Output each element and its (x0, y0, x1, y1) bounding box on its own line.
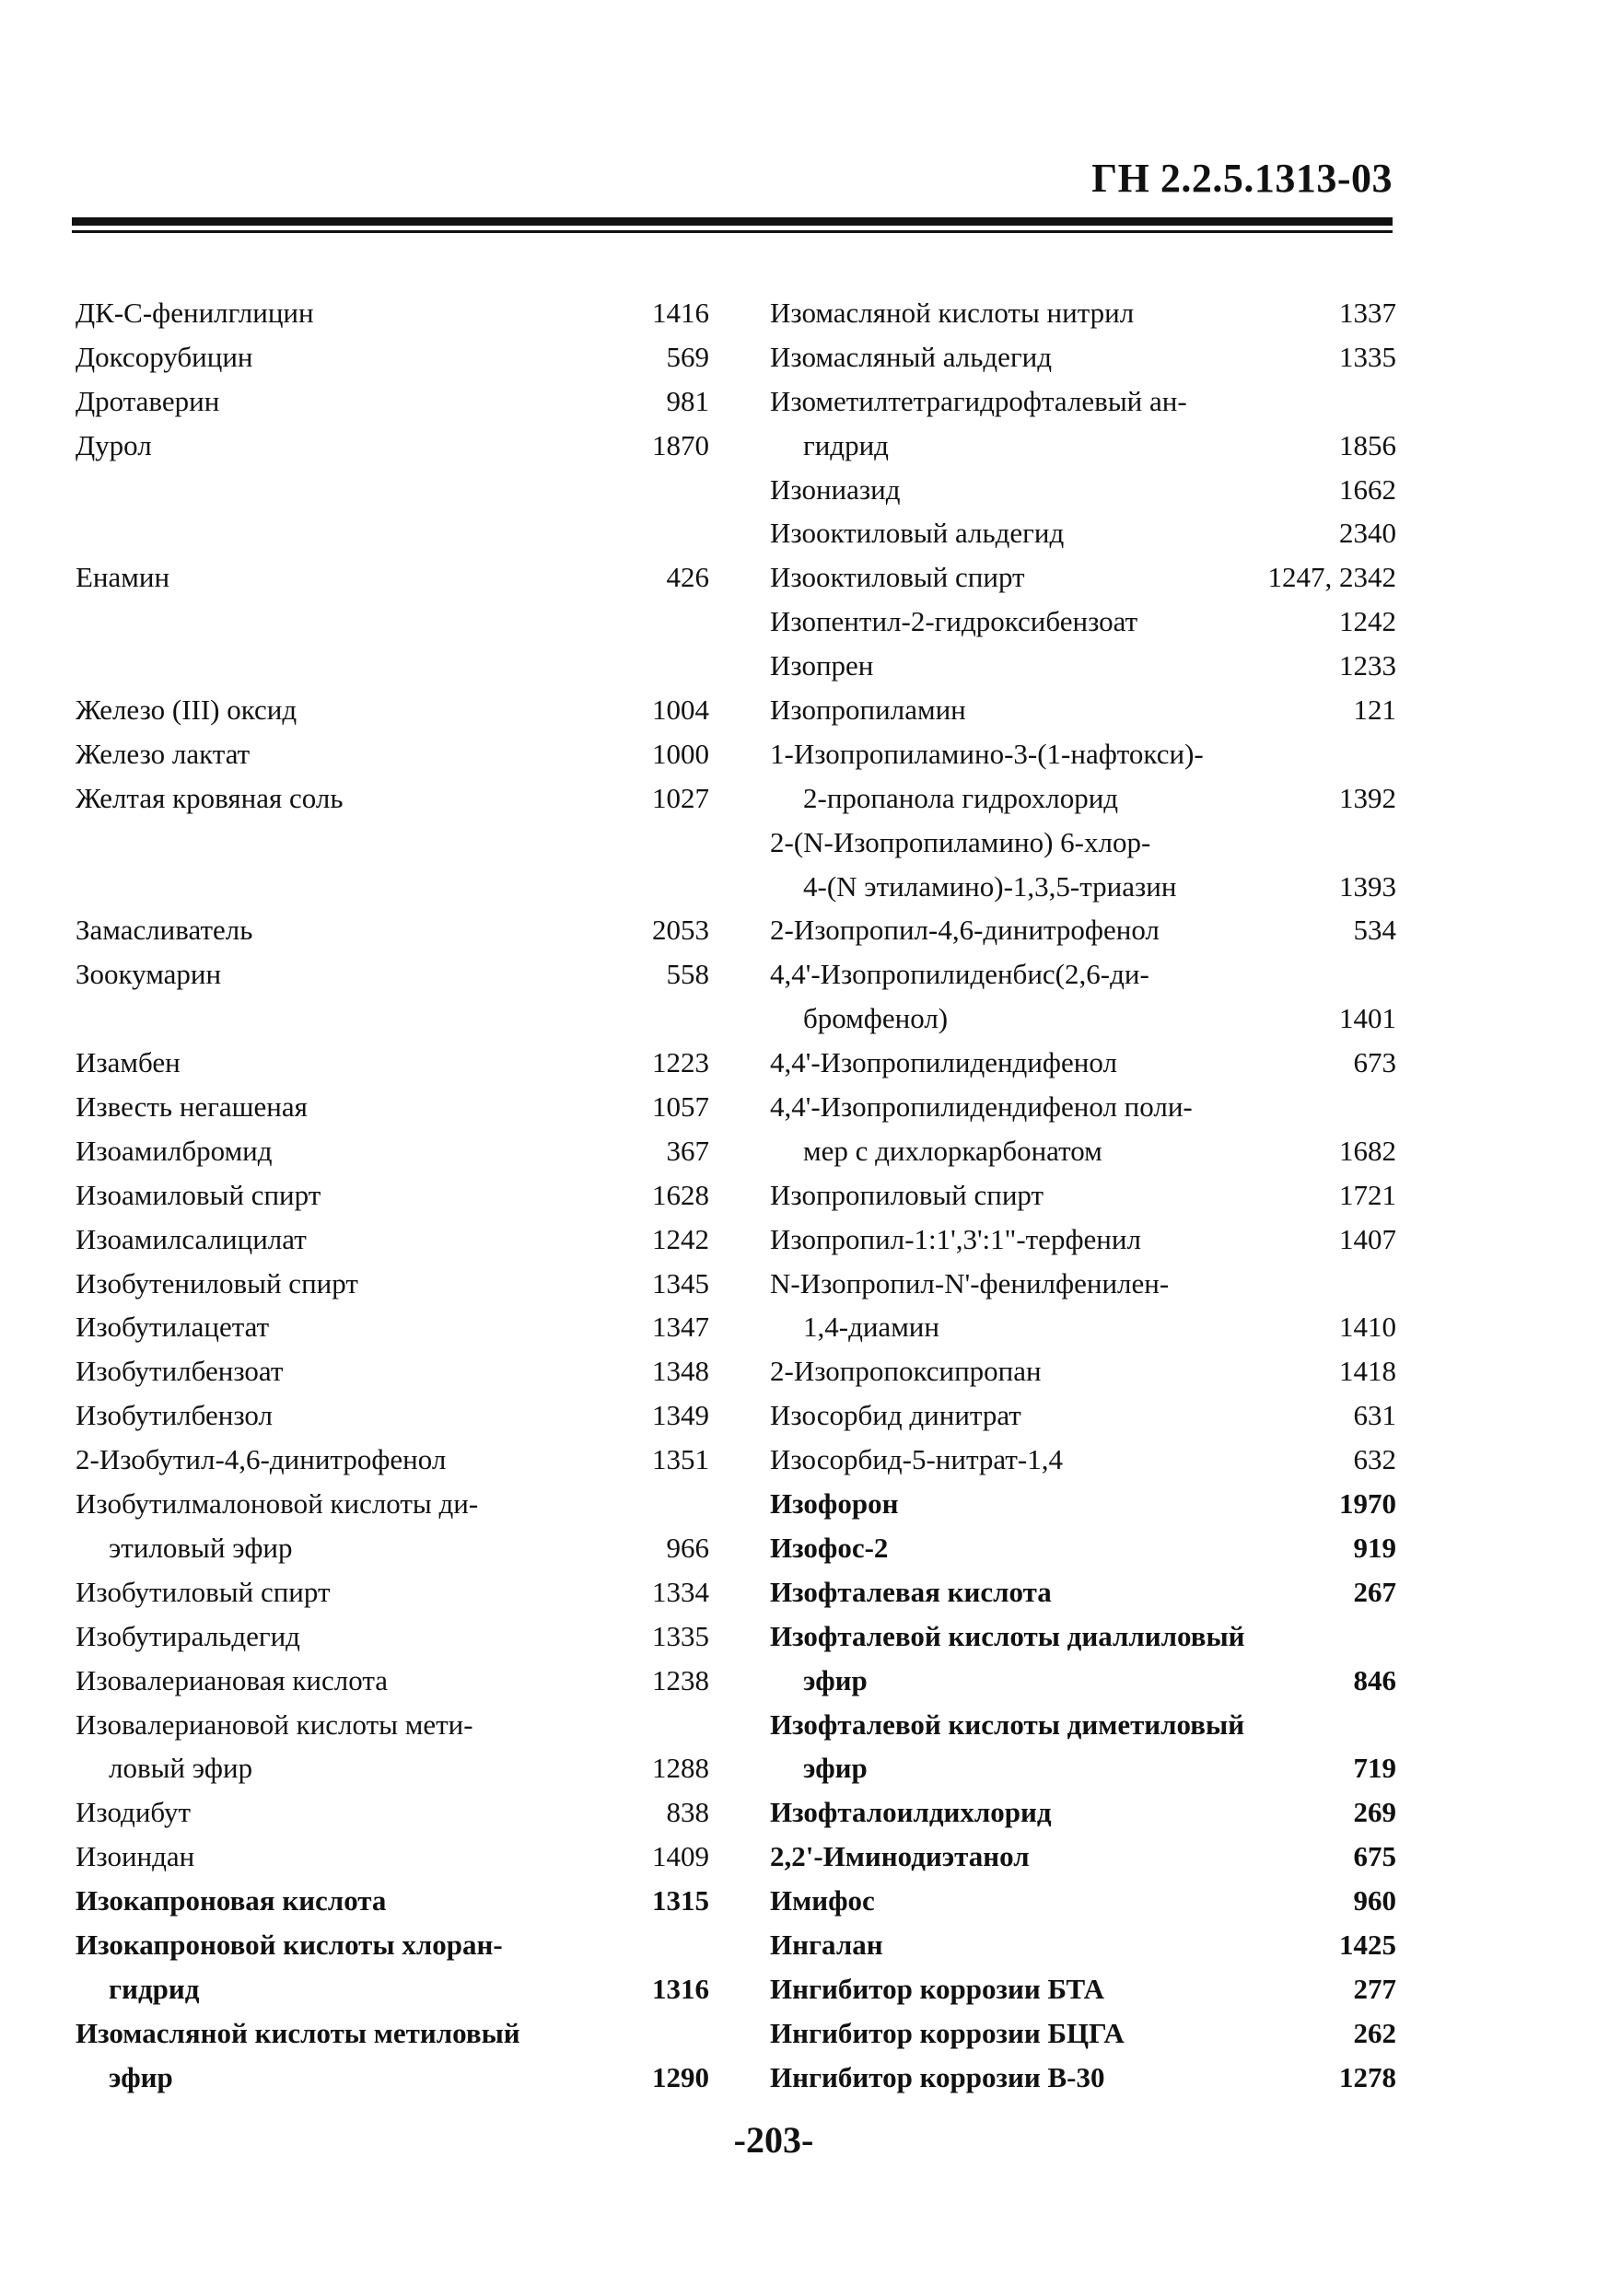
index-entry-name: Зоокумарин (76, 958, 222, 991)
index-entry-page: 1347 (652, 1311, 709, 1344)
index-entry-name: Изооктиловый альдегид (770, 517, 1065, 550)
index-entry-name: гидрид (109, 1972, 200, 2005)
index-entry-name: Изомасляной кислоты нитрил (770, 297, 1135, 329)
index-entry-name: Ингибитор коррозии БЦГА (770, 2016, 1125, 2049)
index-entry (770, 600, 1396, 644)
index-entry (770, 291, 1396, 335)
index-entry (770, 732, 1396, 776)
index-entry-name: эфир (109, 2060, 173, 2093)
index-entry (76, 1349, 709, 1393)
index-entry-name: мер с дихлоркарбонатом (803, 1134, 1102, 1167)
index-entry-name: Изобутилацетат (76, 1311, 270, 1344)
index-entry (76, 379, 709, 424)
index-entry (76, 644, 709, 688)
index-entry-page: 1401 (1339, 1002, 1396, 1035)
index-entry-name: 2-пропанола гидрохлорид (803, 781, 1119, 814)
index-entry (76, 468, 709, 512)
header-rule-thick (72, 217, 1393, 226)
index-entry-page: 2053 (652, 914, 709, 947)
index-entry (76, 1393, 709, 1438)
index-entry-name: Изовалериановая кислота (76, 1663, 389, 1696)
index-entry-name: Изофталоилдихлорид (770, 1796, 1052, 1829)
index-entry (76, 424, 709, 468)
index-entry-name: Изобутилбензол (76, 1399, 273, 1432)
index-entry-page: 121 (1353, 693, 1396, 727)
index-entry (770, 1393, 1396, 1438)
index-entry-name: Изосорбид-5-нитрат-1,4 (770, 1443, 1063, 1476)
index-entry (770, 644, 1396, 688)
index-entry (770, 1173, 1396, 1218)
index-entry-page: 960 (1353, 1884, 1396, 1917)
index-entry (76, 1570, 709, 1614)
index-entry-page: 1409 (652, 1840, 709, 1873)
index-entry-page: 1242 (652, 1222, 709, 1255)
index-entry-page: 1335 (1339, 340, 1396, 373)
index-entry (76, 1218, 709, 1262)
index-entry-name: Изокапроновая кислота (76, 1884, 387, 1917)
index-entry-name: Изониазид (770, 472, 901, 506)
index-entry-name: Изодибут (76, 1796, 192, 1829)
index-entry-name: Ингибитор коррозии БТА (770, 1972, 1105, 2005)
index-entry-name: Изовалериановой кислоты мети- (76, 1707, 473, 1741)
index-entry-name: Изоиндан (76, 1840, 195, 1873)
index-entry-name: 2-Изопропил-4,6-динитрофенол (770, 914, 1160, 947)
index-entry-name: ловый эфир (109, 1752, 253, 1785)
index-entry (770, 688, 1396, 732)
index-entry-name: Железо (III) оксид (76, 693, 297, 727)
index-entry-page: 1418 (1339, 1355, 1396, 1388)
index-entry-page: 277 (1353, 1972, 1396, 2005)
index-entry (770, 1438, 1396, 1482)
index-entry-name: Изобутилмалоновой кислоты ди- (76, 1487, 479, 1521)
index-entry (770, 1262, 1396, 1306)
index-entry (76, 1129, 709, 1173)
index-entry (76, 1879, 709, 1923)
index-entry (76, 1173, 709, 1218)
index-entry-name: Изосорбид динитрат (770, 1399, 1021, 1432)
index-entry-name: Изопрен (770, 649, 874, 682)
index-entry-name: 2-Изопропоксипропан (770, 1355, 1042, 1388)
index-entry-name: Изоамилсалицилат (76, 1222, 307, 1255)
index-entry-page: 267 (1353, 1575, 1396, 1608)
index-entry (770, 424, 1396, 468)
index-entry-name: Изобутилбензоат (76, 1355, 284, 1388)
index-entry-page: 631 (1353, 1399, 1396, 1432)
index-entry (76, 1835, 709, 1879)
index-entry (76, 1041, 709, 1085)
index-entry-name: Изомасляный альдегид (770, 340, 1053, 373)
index-entry-name: Изопропиловый спирт (770, 1178, 1044, 1211)
index-entry-name: 4,4'-Изопропилидендифенол поли- (770, 1090, 1193, 1124)
index-entry (770, 1570, 1396, 1614)
index-entry-name: Изофос-2 (770, 1531, 889, 1564)
index-entry (770, 2056, 1396, 2100)
index-entry-name: Ингалан (770, 1928, 883, 1961)
index-entry (76, 555, 709, 600)
index-entry (770, 555, 1396, 600)
index-entry-page: 1410 (1339, 1311, 1396, 1344)
index-entry-page: 981 (666, 384, 709, 417)
index-entry (770, 1923, 1396, 1967)
index-entry-name: Изопропиламин (770, 693, 966, 727)
index-entry (770, 379, 1396, 424)
index-entry-name: Изопентил-2-гидроксибензоат (770, 605, 1138, 638)
index-entry (770, 1129, 1396, 1173)
index-entry-page: 1345 (652, 1266, 709, 1300)
index-entry-name: 4-(N этиламино)-1,3,5-триазин (803, 869, 1177, 903)
index-entry (770, 335, 1396, 379)
index-entry-name: N-Изопропил-N'-фенилфенилен- (770, 1266, 1170, 1300)
index-entry-page: 919 (1353, 1531, 1396, 1564)
index-entry (76, 732, 709, 776)
index-entry-page: 1004 (652, 693, 709, 727)
index-entry-page: 1288 (652, 1752, 709, 1785)
index-entry-page: 1416 (652, 297, 709, 329)
index-entry (770, 865, 1396, 909)
index-entry-name: Замасливатель (76, 914, 253, 947)
index-entry (770, 1746, 1396, 1790)
index-entry-name: Известь негашеная (76, 1090, 308, 1124)
index-entry (76, 1438, 709, 1482)
index-entry (770, 2011, 1396, 2056)
index-entry-page: 632 (1353, 1443, 1396, 1476)
index-entry-page: 1247, 2342 (1267, 561, 1396, 594)
index-entry-name: Енамин (76, 561, 170, 594)
index-entry-page: 534 (1353, 914, 1396, 947)
index-entry (770, 1703, 1396, 1747)
index-entry-page: 1290 (652, 2060, 709, 2093)
index-entry-page: 1238 (652, 1663, 709, 1696)
index-entry-name: этиловый эфир (109, 1531, 293, 1564)
index-entry-page: 966 (666, 1531, 709, 1564)
index-entry-page: 1233 (1339, 649, 1396, 682)
index-entry (770, 1659, 1396, 1703)
index-entry-name: ДК-С-фенилглицин (76, 297, 314, 329)
index-entry-page: 719 (1353, 1752, 1396, 1785)
index-entry-name: Железо лактат (76, 737, 251, 770)
index-entry (770, 1790, 1396, 1835)
index-entry-page: 558 (666, 958, 709, 991)
index-entry (76, 1659, 709, 1703)
header-rule-thin (72, 230, 1393, 233)
index-entry-name: бромфенол) (803, 1002, 949, 1035)
index-entry-page: 1682 (1339, 1134, 1396, 1167)
index-entry-name: Доксорубицин (76, 340, 253, 373)
index-entry (76, 1967, 709, 2011)
index-entry-name: 4,4'-Изопропилиденбис(2,6-ди- (770, 958, 1149, 991)
index-entry-page: 1223 (652, 1046, 709, 1079)
index-entry (770, 996, 1396, 1041)
index-entry-name: 4,4'-Изопропилидендифенол (770, 1046, 1117, 1079)
index-entry (76, 291, 709, 335)
index-entry (76, 1526, 709, 1570)
index-entry (76, 1085, 709, 1129)
index-entry (770, 1967, 1396, 2011)
index-entry (770, 1349, 1396, 1393)
index-entry (76, 2056, 709, 2100)
index-entry-page: 1393 (1339, 869, 1396, 903)
index-entry (770, 511, 1396, 555)
index-entry (76, 688, 709, 732)
index-entry (76, 1482, 709, 1526)
index-entry-name: Изамбен (76, 1046, 181, 1079)
index-right-column (770, 291, 1396, 2100)
index-entry-page: 1335 (652, 1619, 709, 1652)
document-header-code: ГН 2.2.5.1313-03 (1091, 156, 1393, 201)
index-entry (76, 511, 709, 555)
index-entry (770, 1526, 1396, 1570)
index-entry-page: 838 (666, 1796, 709, 1829)
index-entry-page: 1721 (1339, 1178, 1396, 1211)
index-entry (76, 335, 709, 379)
index-entry-page: 426 (666, 561, 709, 594)
index-entry (76, 1305, 709, 1349)
index-entry-name: гидрид (803, 428, 889, 461)
index-entry-name: Дротаверин (76, 384, 220, 417)
index-entry-page: 1057 (652, 1090, 709, 1124)
index-entry (76, 1790, 709, 1835)
index-entry (76, 908, 709, 952)
index-entry-page: 1316 (652, 1972, 709, 2005)
index-entry-page: 1351 (652, 1443, 709, 1476)
index-entry-name: Изокапроновой кислоты хлоран- (76, 1928, 503, 1961)
index-entry-name: Изооктиловый спирт (770, 561, 1025, 594)
index-entry-page: 1278 (1339, 2060, 1396, 2093)
index-entry-page: 673 (1353, 1046, 1396, 1079)
index-entry (770, 1041, 1396, 1085)
index-entry-name: Изопропил-1:1',3':1"-терфенил (770, 1222, 1141, 1255)
index-entry-page: 1392 (1339, 781, 1396, 814)
index-entry-name: Изометилтетрагидрофталевый ан- (770, 384, 1187, 417)
index-entry-page: 1315 (652, 1884, 709, 1917)
index-entry-page: 262 (1353, 2016, 1396, 2049)
index-entry-page: 1349 (652, 1399, 709, 1432)
index-entry (76, 865, 709, 909)
index-entry-page: 1425 (1339, 1928, 1396, 1961)
index-entry-name: Изоамилбромид (76, 1134, 273, 1167)
index-entry-name: 2-(N-Изопропиламино) 6-хлор- (770, 825, 1151, 858)
index-entry-name: Изофталевой кислоты диметиловый (770, 1707, 1245, 1741)
index-left-column (76, 291, 709, 2100)
index-entry-name: Изобутениловый спирт (76, 1266, 358, 1300)
index-entry-page: 569 (666, 340, 709, 373)
index-entry (770, 952, 1396, 996)
index-entry-name: Имифос (770, 1884, 875, 1917)
index-entry-name: Желтая кровяная соль (76, 781, 344, 814)
index-entry-name: Изобутиловый спирт (76, 1575, 331, 1608)
index-entry (770, 908, 1396, 952)
index-entry-page: 1348 (652, 1355, 709, 1388)
index-entry (76, 600, 709, 644)
index-entry-page: 1027 (652, 781, 709, 814)
index-entry (770, 1482, 1396, 1526)
index-entry-name: 1-Изопропиламино-3-(1-нафтокси)- (770, 737, 1204, 770)
index-entry-name: Изобутиральдегид (76, 1619, 300, 1652)
index-entry (770, 776, 1396, 821)
index-entry (770, 821, 1396, 865)
index-entry-page: 1334 (652, 1575, 709, 1608)
index-entry-page: 1242 (1339, 605, 1396, 638)
index-entry-page: 1337 (1339, 297, 1396, 329)
index-entry-page: 367 (666, 1134, 709, 1167)
index-entry-name: Дурол (76, 428, 152, 461)
index-entry (76, 1262, 709, 1306)
index-entry (770, 1879, 1396, 1923)
index-entry-page: 846 (1353, 1663, 1396, 1696)
index-entry (76, 1614, 709, 1659)
index-entry (770, 1614, 1396, 1659)
index-entry-page: 1000 (652, 737, 709, 770)
index-entry (770, 1218, 1396, 1262)
index-entry (76, 1923, 709, 1967)
index-entry-name: 2,2'-Иминодиэтанол (770, 1840, 1030, 1873)
page-number: -203- (733, 2119, 814, 2161)
index-entry (76, 821, 709, 865)
index-entry-name: Изофорон (770, 1487, 899, 1521)
index-entry-name: 1,4-диамин (803, 1311, 939, 1344)
index-entry (770, 1835, 1396, 1879)
index-entry-page: 2340 (1339, 517, 1396, 550)
index-entry-page: 1628 (652, 1178, 709, 1211)
index-entry (76, 996, 709, 1041)
index-entry-page: 675 (1353, 1840, 1396, 1873)
index-entry-page: 1662 (1339, 472, 1396, 506)
index-entry (76, 1703, 709, 1747)
index-entry (76, 952, 709, 996)
index-entry-name: Ингибитор коррозии В-30 (770, 2060, 1105, 2093)
index-entry (770, 1305, 1396, 1349)
index-entry (76, 2011, 709, 2056)
index-entry-name: 2-Изобутил-4,6-динитрофенол (76, 1443, 447, 1476)
index-entry-name: Изоамиловый спирт (76, 1178, 321, 1211)
index-entry-page: 269 (1353, 1796, 1396, 1829)
index-entry-name: эфир (803, 1663, 868, 1696)
index-entry (770, 468, 1396, 512)
index-entry-page: 1407 (1339, 1222, 1396, 1255)
index-entry-page: 1870 (652, 428, 709, 461)
index-entry (76, 1746, 709, 1790)
index-entry-name: Изофталевая кислота (770, 1575, 1052, 1608)
index-entry-name: эфир (803, 1752, 868, 1785)
index-entry-name: Изофталевой кислоты диаллиловый (770, 1619, 1245, 1652)
index-entry (770, 1085, 1396, 1129)
index-entry-page: 1970 (1339, 1487, 1396, 1521)
index-entry (76, 776, 709, 821)
index-entry-page: 1856 (1339, 428, 1396, 461)
index-entry-name: Изомасляной кислоты метиловый (76, 2016, 520, 2049)
